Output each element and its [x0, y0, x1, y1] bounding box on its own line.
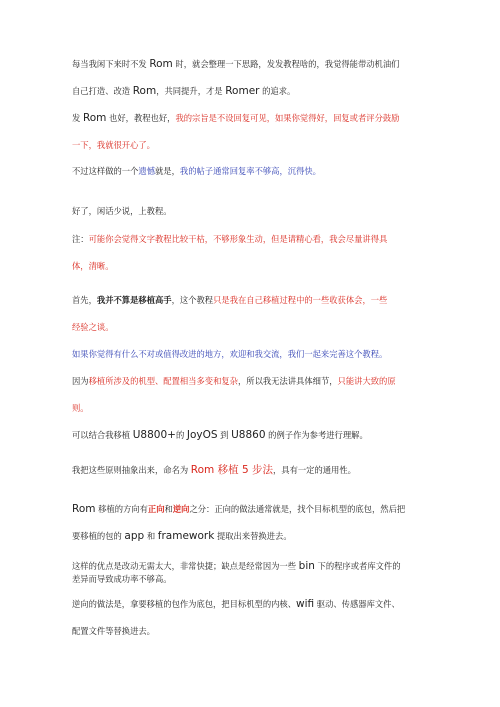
paragraph-pros-cons [72, 560, 444, 586]
text-run: Rom [149, 58, 173, 70]
text-line [72, 591, 444, 618]
text-line [72, 51, 444, 78]
text-run: 的追求。 [259, 86, 296, 96]
paragraph-principle [72, 368, 444, 422]
paragraph-reverse [72, 591, 444, 645]
text-run: 就是， [155, 166, 180, 176]
text-run: Rom 移植 5 步法 [190, 464, 273, 476]
paragraph-directions [72, 496, 444, 550]
text-run: 只是我在自己移植过程中的一些收获体会，一些 [213, 295, 388, 305]
paragraph-example [72, 422, 444, 449]
text-run: ，具有一定的通用性。 [272, 465, 356, 475]
text-run: 和 [164, 504, 173, 514]
text-run: Rom [132, 85, 157, 97]
text-run: 只能讲大致的原 [337, 376, 396, 386]
text-run: 每当我闲下来时不发 [72, 59, 150, 69]
text-line [72, 573, 444, 586]
text-run: 时，就会整理一下思路，发发教程啥的，我觉得能带动机油们 [172, 59, 400, 69]
text-line [72, 560, 444, 573]
text-line [72, 523, 444, 550]
text-run: U8860 [231, 429, 266, 441]
text-line [72, 132, 444, 159]
text-run: 配置文件等替换进去。 [72, 626, 155, 636]
text-run: 差异而导致成功率不够高。 [72, 574, 172, 584]
text-run: 我的宗旨是不设回复可见，如果你觉得好，回复或者评分鼓励 [175, 113, 400, 123]
text-run: wifi [296, 598, 315, 610]
text-run: 到 [217, 430, 232, 440]
text-line [72, 314, 444, 341]
text-line [72, 496, 444, 523]
text-line [72, 422, 444, 449]
text-run: 因为 [72, 376, 89, 386]
text-run: 自己打造、改造 [72, 86, 133, 96]
text-line [72, 158, 444, 185]
text-line [72, 253, 444, 280]
text-run: Rom [72, 503, 96, 515]
text-run: 和 [144, 531, 158, 541]
paragraph-intro [72, 51, 444, 105]
text-line [72, 78, 444, 105]
text-run: ，这个教程 [171, 295, 214, 305]
text-run: 的 [175, 430, 187, 440]
text-run: 不过这样做的一个 [72, 166, 139, 176]
text-run: 移植所涉及的机型、配置相当多变和复杂 [88, 376, 238, 386]
text-run: 注： [72, 234, 89, 244]
text-run: 我并不算是移植高手 [96, 295, 172, 305]
text-run: 则。 [72, 403, 89, 413]
paragraph-first [72, 287, 444, 341]
text-run: 一下，我就很开心了。 [72, 140, 155, 150]
text-run: Romer [225, 85, 260, 97]
paragraph-five-steps [72, 457, 444, 484]
paragraph-sharing-policy [72, 105, 444, 159]
text-run: 经验之谈。 [72, 322, 114, 332]
text-run: 也好，教程也好， [106, 113, 176, 123]
text-line [72, 368, 444, 395]
text-run: 遗憾 [138, 166, 155, 176]
text-line [72, 105, 444, 132]
text-line [72, 618, 444, 645]
text-run: 我把这些原则抽象出来，命名为 [72, 465, 191, 475]
text-run: 逆向的做法是，拿要移植的包作为底包，把目标机型的内核、 [72, 599, 297, 609]
text-run: 体，清晰。 [72, 261, 114, 271]
text-run: 的例子作为参考进行理解。 [265, 430, 368, 440]
text-run: 发 [72, 113, 83, 123]
text-run: 可以结合我移植 [72, 430, 133, 440]
text-run: framework [157, 530, 215, 542]
text-run: 逆向 [172, 504, 190, 514]
text-run: ，共同提升，才是 [156, 86, 226, 96]
text-run: 首先， [72, 295, 97, 305]
text-run: 之分：正向的做法通常就是，找个目标机型的底包，然后把 [189, 504, 406, 514]
text-run: 好了，闲话少说，上教程。 [72, 206, 172, 216]
paragraph-note [72, 226, 444, 280]
text-run: 提取出来替换进去。 [214, 531, 292, 541]
text-run: 下的程序或者库文件的 [314, 561, 401, 571]
text-run: Rom [82, 112, 107, 124]
text-line [72, 287, 444, 314]
text-run: 如果你觉得有什么不对或值得改进的地方，欢迎和我交流，我们一起来完善这个教程。 [72, 349, 388, 359]
text-line [72, 198, 444, 225]
text-run: 移植的方向有 [95, 504, 148, 514]
text-run: app [124, 530, 145, 542]
text-run: ，所以我无法讲具体细节， [237, 376, 338, 386]
text-run: 正向 [147, 504, 165, 514]
text-run: U8800+ [132, 429, 176, 441]
text-run: 要移植的包的 [72, 531, 125, 541]
text-run: 我的帖子通常回复率不够高，沉得快。 [179, 166, 321, 176]
text-line [72, 226, 444, 253]
text-run: JoyOS [186, 429, 218, 441]
text-run: 驱动、传感器库文件、 [314, 599, 400, 609]
paragraph-start [72, 198, 444, 225]
text-line [72, 457, 444, 484]
paragraph-feedback [72, 341, 444, 368]
text-line [72, 395, 444, 422]
text-run: 这样的优点是改动无需太大，非常快捷；缺点是经常因为一些 [72, 561, 299, 571]
paragraph-regret [72, 158, 444, 185]
text-line [72, 341, 444, 368]
text-run: bin [298, 560, 315, 572]
text-run: 可能你会觉得文字教程比较干枯，不够形象生动，但是请精心看，我会尽量讲得具 [88, 234, 388, 244]
